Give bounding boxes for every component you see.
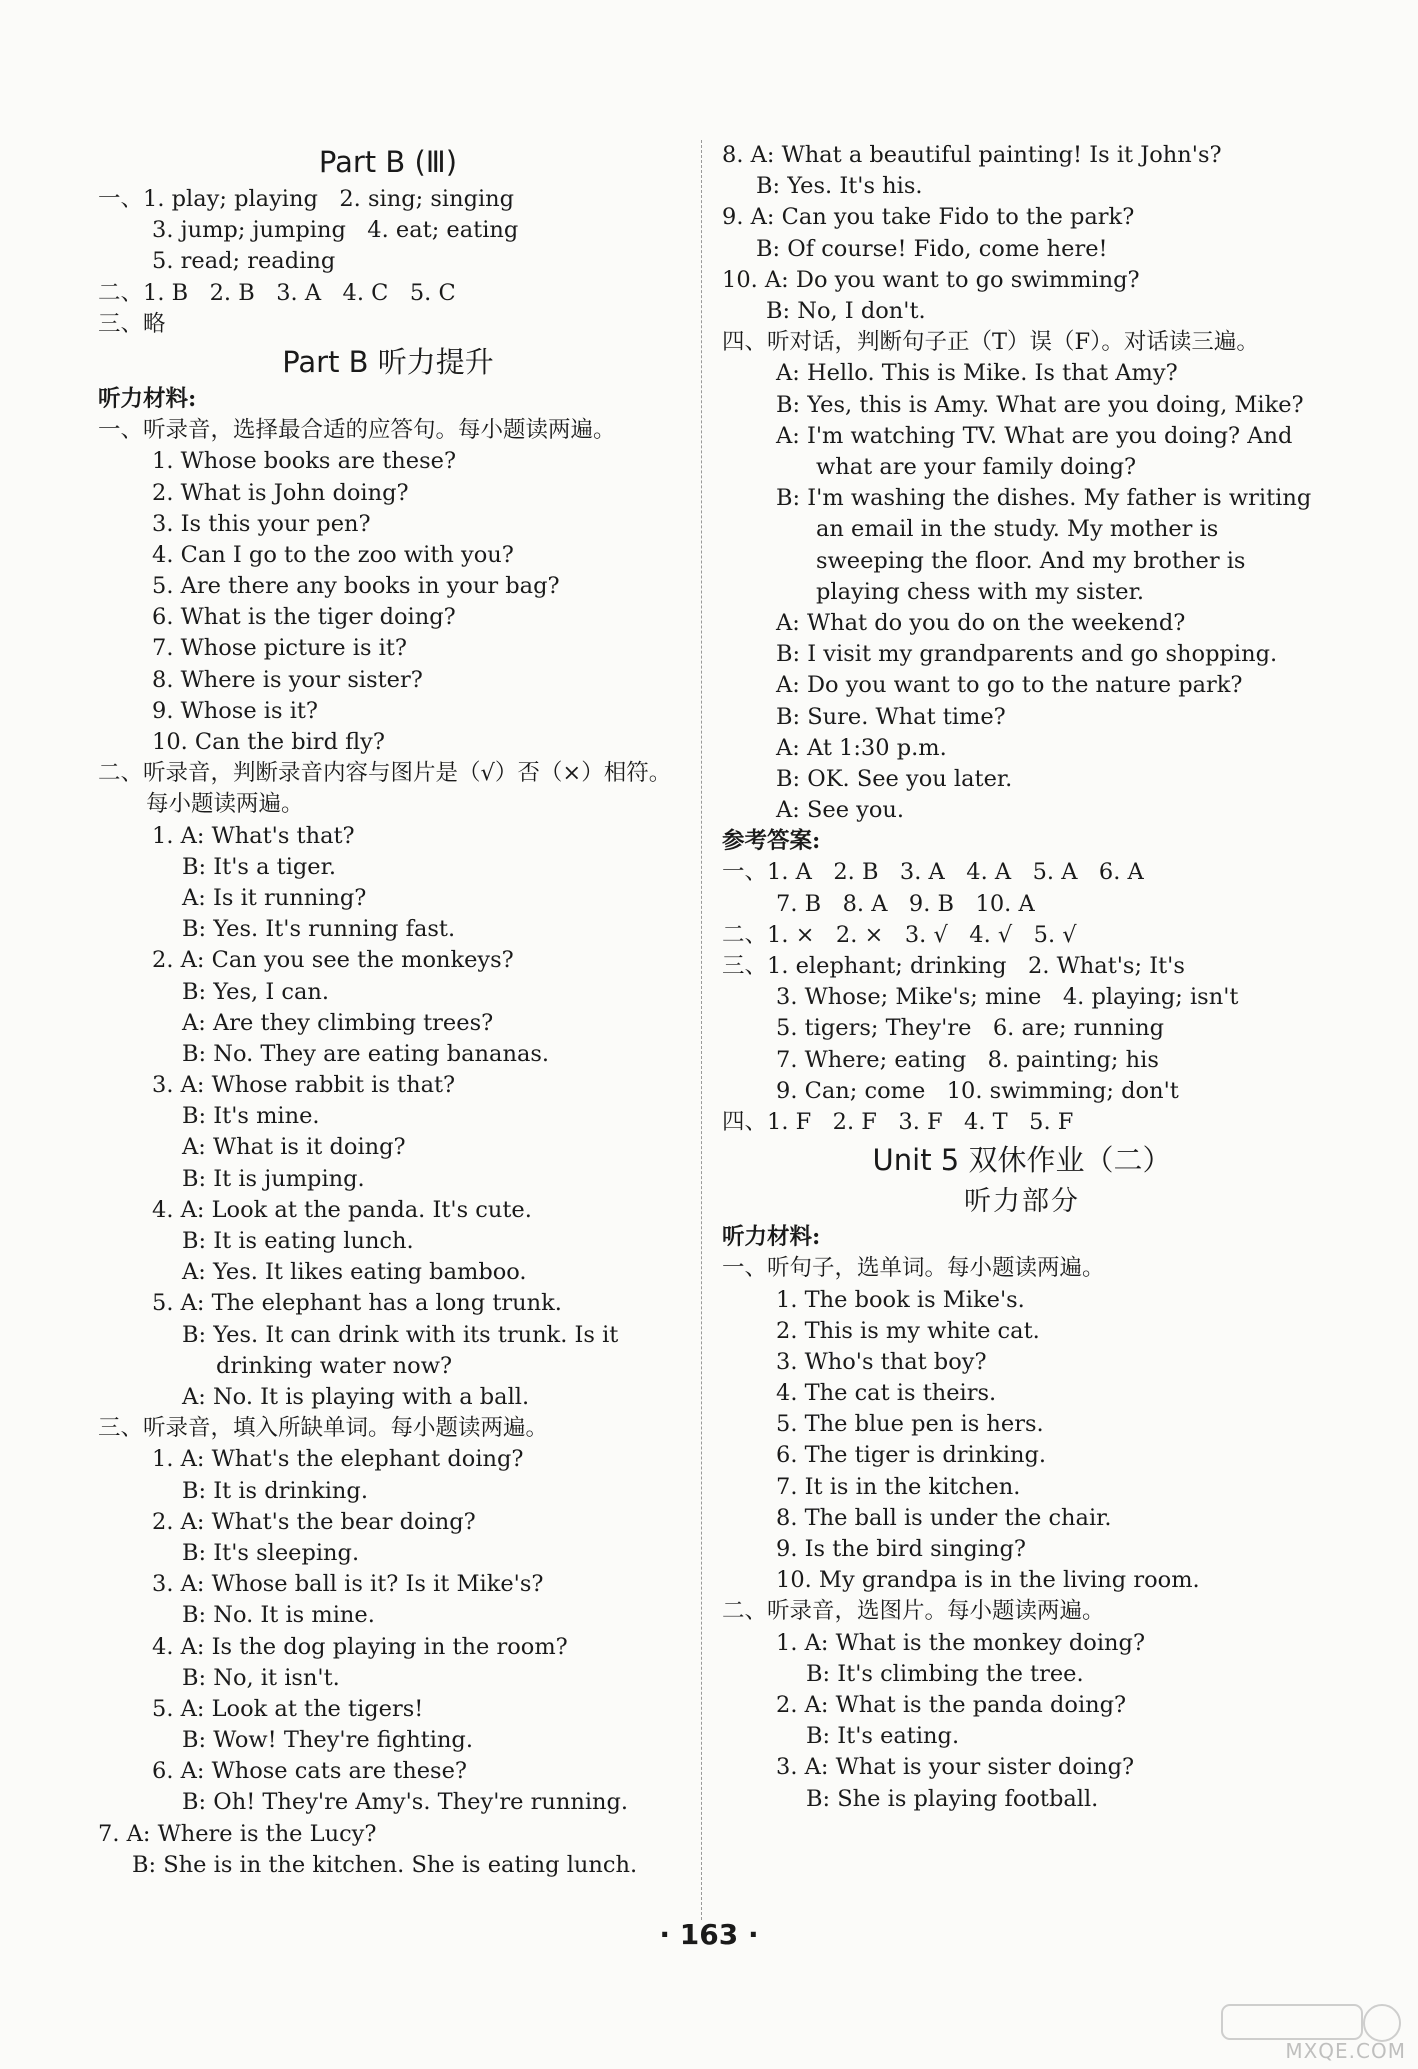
text-line: 3. A: Whose ball is it? Is it Mike's? [152, 1571, 544, 1598]
text-line: 二、1. B 2. B 3. A 4. C 5. C [98, 279, 456, 306]
text-line: 二、听录音，判断录音内容与图片是（√）否（×）相符。每小题读两遍。 [98, 760, 672, 818]
text-line: B: It is eating lunch. [182, 1228, 414, 1255]
watermark-text: MXQE.COM [1285, 2039, 1406, 2063]
text-line: 5. read; reading [152, 248, 336, 275]
text-line: 7. B 8. A 9. B 10. A [776, 890, 1035, 917]
text-line: A: What is it doing? [182, 1134, 406, 1161]
text-line: B: Yes. It can drink with its trunk. Is it drinking water now? [182, 1321, 619, 1379]
text-line: 8. A: What a beautiful painting! Is it John's? [722, 142, 1222, 168]
text-line: 10. My grandpa is in the living room. [776, 1567, 1200, 1594]
text-line: B: Yes, I can. [182, 978, 330, 1005]
text-line: 3. jump; jumping 4. eat; eating [152, 217, 519, 244]
text-line: B: Sure. What time? [776, 703, 1006, 730]
text-line: A: What do you do on the weekend? [776, 609, 1186, 636]
section-heading: Part B (Ⅲ) [318, 145, 458, 179]
text-line: B: Yes, this is Amy. What are you doing, Mike? [776, 391, 1304, 418]
section-heading: Unit 5 双休作业（二） [872, 1143, 1172, 1178]
text-line: 4. The cat is theirs. [776, 1380, 997, 1407]
text-line: B: It's a tiger. [182, 853, 337, 880]
text-line: 3. Is this your pen? [152, 510, 371, 537]
text-line: 5. The blue pen is hers. [776, 1411, 1044, 1438]
text-line: 9. Whose is it? [152, 697, 318, 724]
text-line: A: Do you want to go to the nature park? [776, 672, 1243, 699]
text-line: B: It is jumping. [182, 1165, 365, 1192]
text-line: 四、1. F 2. F 3. F 4. T 5. F [722, 1108, 1074, 1135]
text-line: 9. Can; come 10. swimming; don't [776, 1077, 1179, 1104]
text-line: 三、略 [98, 310, 166, 337]
text-line: B: Yes. It's running fast. [182, 916, 456, 943]
text-line: 8. The ball is under the chair. [776, 1504, 1112, 1531]
text-line: 三、1. elephant; drinking 2. What's; It's [722, 953, 1185, 979]
page-number: · 163 · [659, 1918, 759, 1951]
text-line: 9. A: Can you take Fido to the park? [722, 204, 1135, 231]
text-line: 2. A: Can you see the monkeys? [152, 947, 514, 974]
text-line: 一、1. play; playing 2. sing; singing [98, 186, 515, 212]
text-line: 6. The tiger is drinking. [776, 1442, 1047, 1469]
text-line: 一、听句子，选单词。每小题读两遍。 [722, 1255, 1105, 1282]
text-line: 3. Who's that boy? [776, 1348, 987, 1375]
text-line: 3. A: What is your sister doing? [776, 1754, 1135, 1781]
text-line: 5. tigers; They're 6. are; running [776, 1015, 1165, 1042]
text-line: A: I'm watching TV. What are you doing? And what are your family doing? [776, 422, 1293, 480]
text-line: A: Yes. It likes eating bamboo. [182, 1259, 527, 1286]
text-line: B: I visit my grandparents and go shopping. [776, 641, 1278, 668]
text-line: 2. A: What is the panda doing? [776, 1691, 1127, 1718]
text-line: 5. A: The elephant has a long trunk. [152, 1290, 562, 1317]
text-line: B: It's eating. [806, 1723, 960, 1750]
text-line: B: It's mine. [182, 1103, 320, 1130]
text-line: A: Hello. This is Mike. Is that Amy? [776, 360, 1178, 387]
text-line: B: It is drinking. [182, 1477, 368, 1504]
text-line: B: No. They are eating bananas. [182, 1040, 550, 1067]
text-line: 1. A: What is the monkey doing? [776, 1629, 1146, 1656]
text-line: B: She is playing football. [806, 1785, 1099, 1812]
text-line: B: No. It is mine. [182, 1602, 375, 1629]
right-column [722, 140, 1322, 1815]
text-line: 7. Where; eating 8. painting; his [776, 1046, 1159, 1073]
text-line: A: Is it running? [182, 884, 367, 911]
text-line: B: Wow! They're fighting. [182, 1727, 473, 1754]
text-line: 10. A: Do you want to go swimming? [722, 266, 1140, 293]
text-line: 3. A: Whose rabbit is that? [152, 1072, 456, 1099]
text-line: 2. What is John doing? [152, 479, 409, 506]
text-line: B: I'm washing the dishes. My father is writing an email in the study. My mother is sweeping the floor. And my brother is playing chess with my sister. [776, 485, 1312, 605]
text-line: 三、听录音，填入所缺单词。每小题读两遍。 [98, 1415, 549, 1442]
text-line: B: She is in the kitchen. She is eating lunch. [132, 1851, 638, 1878]
text-line: 一、1. A 2. B 3. A 4. A 5. A 6. A [722, 859, 1144, 886]
text-line: 3. Whose; Mike's; mine 4. playing; isn't [776, 984, 1239, 1011]
text-line: 6. What is the tiger doing? [152, 604, 456, 631]
section-label: 参考答案: [722, 828, 821, 855]
text-line: 4. Can I go to the zoo with you? [152, 541, 514, 568]
text-line: 2. A: What's the bear doing? [152, 1508, 476, 1535]
text-line: 四、听对话，判断句子正（T）误（F）。对话读三遍。 [722, 329, 1259, 356]
section-heading: Part B 听力提升 [282, 344, 494, 379]
text-line: B: It's sleeping. [182, 1539, 360, 1566]
text-line: 10. Can the bird fly? [152, 729, 385, 756]
text-line: B: OK. See you later. [776, 765, 1013, 792]
text-line: 1. The book is Mike's. [776, 1286, 1025, 1313]
text-line: A: No. It is playing with a ball. [182, 1384, 530, 1411]
text-line: 5. A: Look at the tigers! [152, 1695, 424, 1722]
text-line: 一、听录音，选择最合适的应答句。每小题读两遍。 [98, 417, 616, 444]
text-line: 8. Where is your sister? [152, 666, 423, 693]
text-line: B: Yes. It's his. [756, 173, 923, 200]
text-line: 二、听录音，选图片。每小题读两遍。 [722, 1598, 1105, 1625]
text-line: 7. Whose picture is it? [152, 635, 407, 662]
text-line: B: Of course! Fido, come here! [756, 235, 1108, 262]
text-line: 7. A: Where is the Lucy? [98, 1820, 377, 1847]
text-line: 1. A: What's that? [152, 822, 355, 849]
text-line: 9. Is the bird singing? [776, 1536, 1026, 1562]
text-line: 4. A: Is the dog playing in the room? [152, 1633, 568, 1660]
text-line: 2. This is my white cat. [776, 1317, 1040, 1344]
text-line: A: See you. [776, 797, 905, 824]
text-line: B: Oh! They're Amy's. They're running. [182, 1789, 629, 1816]
text-line: 二、1. × 2. × 3. √ 4. √ 5. √ [722, 921, 1077, 948]
text-line: B: No, I don't. [766, 297, 926, 324]
text-line: 7. It is in the kitchen. [776, 1473, 1021, 1500]
section-label: 听力材料: [98, 385, 197, 412]
left-column [98, 140, 678, 1881]
text-line: 4. A: Look at the panda. It's cute. [152, 1196, 532, 1223]
watermark [1220, 2001, 1410, 2063]
section-label: 听力材料: [722, 1224, 821, 1251]
text-line: A: At 1:30 p.m. [776, 734, 947, 761]
text-line: B: No, it isn't. [182, 1664, 340, 1691]
text-line: B: It's climbing the tree. [806, 1660, 1084, 1687]
text-line: A: Are they climbing trees? [182, 1009, 494, 1036]
column-divider [701, 140, 702, 1920]
section-subheading: 听力部分 [964, 1186, 1080, 1218]
text-line: 5. Are there any books in your bag? [152, 573, 560, 600]
text-line: 6. A: Whose cats are these? [152, 1758, 467, 1785]
text-line: 1. A: What's the elephant doing? [152, 1446, 524, 1473]
text-line: 1. Whose books are these? [152, 448, 457, 475]
